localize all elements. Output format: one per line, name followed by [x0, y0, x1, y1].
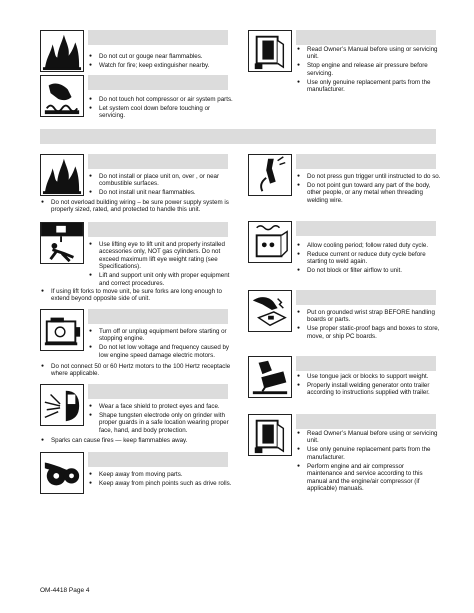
- section-bar-static: [296, 290, 436, 305]
- section-bar-trailer: [296, 356, 436, 371]
- fire-icon: [40, 154, 84, 196]
- bullet-item: ● Sparks can cause fires — keep flammables away.: [40, 437, 235, 444]
- section-heading-bar: [40, 129, 436, 144]
- sparks-icon: [40, 384, 84, 426]
- hot-parts-icon: [40, 75, 84, 117]
- owners-manual-icon: [248, 30, 292, 72]
- lifting-list: [88, 241, 235, 289]
- bullet-item: ● Watch for fire; keep extinguisher nearby.: [88, 62, 233, 69]
- section-bar-engine: [88, 309, 228, 324]
- bullet-item: ● Do not install unit near flammables.: [88, 189, 233, 196]
- section-bar-manual-top: [296, 30, 436, 45]
- bullet-item: ● Do not connect 50 or 60 Hertz motors to the 100 Hertz receptacle where applicable.: [40, 363, 235, 378]
- bullet-item: ● Do not install or place unit on, over , or near combustible surfaces.: [88, 173, 233, 188]
- moving-parts-list: [88, 471, 235, 489]
- section-bar-fire-install: [88, 154, 228, 169]
- bullet-item: ● Stop engine and release air pressure before servicing.: [296, 62, 441, 77]
- bullet-item: ● Put on grounded wrist strap BEFORE handling boards or parts.: [296, 309, 441, 324]
- bullet-item: ● Do not overload building wiring – be sure power supply system is properly sized, rated, and protected to handle this unit.: [40, 199, 235, 214]
- bullet-item: ● Turn off or unplug equipment before starting or stopping engine.: [88, 328, 235, 343]
- bullet-item: ● Use tongue jack or blocks to support weight.: [296, 373, 441, 380]
- fire-icon: [40, 30, 84, 72]
- section-bar-lifting: [88, 222, 228, 237]
- section-bar-overheating: [296, 221, 436, 236]
- bullet-item: ● Use only genuine replacement parts from the manufacturer.: [296, 79, 441, 94]
- fire-install-list: [88, 173, 233, 198]
- section-bar-gun: [296, 154, 436, 169]
- bullet-item: ● Let system cool down before touching or servicing.: [88, 105, 233, 120]
- section-bar-flammables: [88, 30, 228, 45]
- bullet-item: ● Use only genuine replacement parts from the manufacturer.: [296, 446, 441, 461]
- bullet-item: ● Keep away from pinch points such as drive rolls.: [88, 480, 235, 487]
- sparks-extra-list: [40, 437, 235, 446]
- section-bar-hot-parts: [88, 75, 228, 90]
- owners-manual-icon: [248, 414, 292, 456]
- bullet-item: ● Read Owner’s Manual before using or servicing unit.: [296, 46, 441, 61]
- overheating-icon: [248, 221, 292, 263]
- static-electricity-icon: [248, 290, 292, 332]
- bullet-item: ● Read Owner’s Manual before using or servicing unit.: [296, 430, 441, 445]
- tipping-icon: [248, 356, 292, 398]
- falling-equipment-icon: [40, 222, 84, 264]
- bullet-item: ● Shape tungsten electrode only on grinder with proper guards in a safe location wearing proper face, hand, and body protection.: [88, 412, 235, 434]
- bullet-item: ● Use lifting eye to lift unit and properly installed accessories only, NOT gas cylinders. Do not exceed maximum lift eye weight rating (see Specifications).: [88, 241, 235, 271]
- lifting-extra-list: [40, 288, 235, 304]
- bullet-item: ● Use proper static-proof bags and boxes to store, move, or ship PC boards.: [296, 325, 441, 340]
- bullet-item: ● Properly install welding generator onto trailer according to instructions supplied with trailer.: [296, 382, 441, 397]
- bullet-item: ● If using lift forks to move unit, be sure forks are long enough to extend beyond opposite side of unit.: [40, 288, 235, 303]
- engine-list: [88, 328, 235, 361]
- sparks-list: [88, 403, 235, 436]
- bullet-item: ● Do not block or filter airflow to unit.: [296, 267, 441, 274]
- gun-trigger-list: [296, 173, 441, 206]
- bullet-item: ● Reduce current or reduce duty cycle before starting to weld again.: [296, 251, 441, 266]
- overheating-list: [296, 242, 441, 276]
- bullet-item: ● Keep away from moving parts.: [88, 471, 235, 478]
- section-bar-moving-parts: [88, 452, 228, 467]
- manual-top-list: [296, 46, 441, 95]
- section-bar-manual-bottom: [296, 414, 436, 429]
- welding-wire-icon: [248, 154, 292, 196]
- moving-parts-icon: [40, 452, 84, 494]
- fire-install-extra-list: [40, 199, 235, 215]
- trailer-list: [296, 373, 441, 398]
- bullet-item: ● Do not point gun toward any part of the body, other people, or any metal when threading welding wire.: [296, 182, 441, 204]
- section-bar-sparks: [88, 384, 228, 399]
- static-list: [296, 309, 441, 342]
- hot-parts-list: [88, 96, 233, 121]
- bullet-item: ● Do not touch hot compressor or air system parts.: [88, 96, 233, 103]
- bullet-item: ● Allow cooling period; follow rated duty cycle.: [296, 242, 441, 249]
- manual-bottom-list: [296, 430, 441, 494]
- bullet-item: ● Do not press gun trigger until instructed to do so.: [296, 173, 441, 180]
- bullet-item: ● Perform engine and air compressor maintenance and service according to this manual and the engine/air compressor (if applicable) manuals.: [296, 463, 441, 493]
- flammables-list: [88, 53, 233, 71]
- bullet-item: ● Wear a face shield to protect eyes and face.: [88, 403, 235, 410]
- bullet-item: ● Do not cut or gouge near flammables.: [88, 53, 233, 60]
- engine-extra-list: [40, 363, 235, 379]
- page-footer: OM-4418 Page 4: [40, 587, 90, 594]
- bullet-item: ● Lift and support unit only with proper equipment and correct procedures.: [88, 272, 235, 287]
- bullet-item: ● Do not let low voltage and frequency caused by low engine speed damage electric motors.: [88, 344, 235, 359]
- engine-icon: [40, 309, 84, 351]
